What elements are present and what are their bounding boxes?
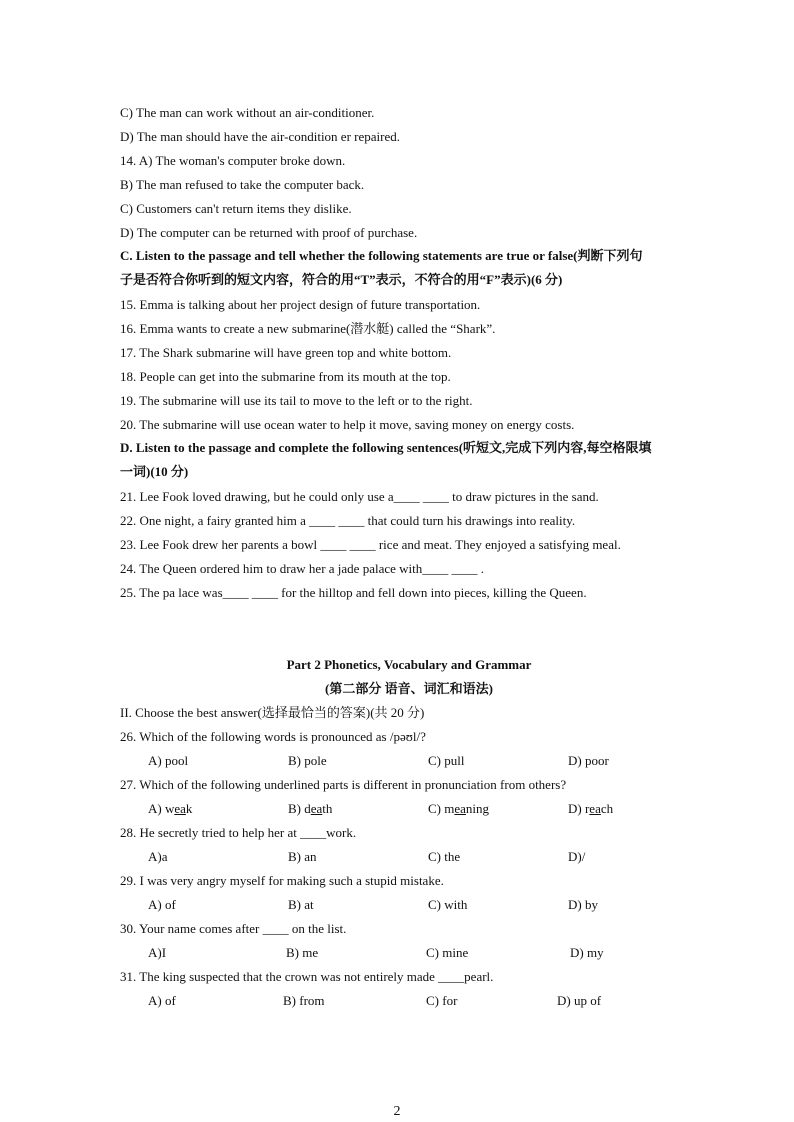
option-c: C) mine	[426, 945, 469, 960]
option-d: D) poor	[568, 753, 609, 768]
question-stem: 29. I was very angry myself for making such a stupid mistake.	[120, 873, 444, 888]
option-c: C) meaning	[428, 801, 490, 816]
statement-line: 17. The Shark submarine will have green top and white bottom.	[120, 345, 452, 360]
section-d-heading: D. Listen to the passage and complete the following sentences(听短文,完成下列内容,每空格限填	[120, 440, 652, 455]
fill-blank-line: 22. One night, a fairy granted him a ____ ____ that could turn his drawings into reality.	[120, 513, 576, 528]
option-b: B) death	[288, 801, 333, 816]
option-c: C) for	[426, 993, 458, 1008]
statement-line: 18. People can get into the submarine from its mouth at the top.	[120, 369, 451, 384]
section-c-heading-cont: 子是否符合你听到的短文内容，符合的用“T”表示，不符合的用“F”表示)(6 分)	[120, 272, 563, 287]
page-number: 2	[393, 1104, 401, 1119]
section-instruction: II. Choose the best answer(选择最恰当的答案)(共 20 分)	[120, 705, 425, 720]
option-a: A)I	[148, 945, 167, 960]
option-d: D) up of	[557, 993, 602, 1008]
question-stem: 27. Which of the following underlined parts is different in pronunciation from others?	[120, 777, 567, 792]
section-c-heading: C. Listen to the passage and tell whether the following statements are true or false(判断下列句	[120, 248, 643, 263]
statement-line: 20. The submarine will use ocean water to help it move, saving money on energy costs.	[120, 417, 575, 432]
question-line: 14. A) The woman's computer broke down.	[120, 153, 346, 168]
option-d: D) by	[568, 897, 598, 912]
option-a: A) weak	[148, 801, 193, 816]
option-a: A) of	[148, 897, 176, 912]
statement-line: 15. Emma is talking about her project design of future transportation.	[120, 297, 481, 312]
section-d-heading-cont: 一词)(10 分)	[120, 464, 189, 479]
question-stem: 30. Your name comes after ____ on the list.	[120, 921, 347, 936]
option-b: B) me	[286, 945, 319, 960]
question-stem: 31. The king suspected that the crown was not entirely made ____pearl.	[120, 969, 494, 984]
statement-line: 19. The submarine will use its tail to move to the left or to the right.	[120, 393, 473, 408]
statement-line: 16. Emma wants to create a new submarine(潜水艇) called the “Shark”.	[120, 321, 496, 336]
option-b: B) at	[288, 897, 314, 912]
fill-blank-line: 24. The Queen ordered him to draw her a jade palace with____ ____ .	[120, 561, 484, 576]
option-b: B) pole	[288, 753, 327, 768]
question-stem: 26. Which of the following words is pronounced as /pəʊl/?	[120, 729, 426, 744]
part-subtitle: (第二部分 语音、词汇和语法)	[325, 681, 493, 696]
fill-blank-line: 23. Lee Fook drew her parents a bowl ____ ____ rice and meat. They enjoyed a satisfying meal.	[120, 537, 621, 552]
option-d: D) my	[570, 945, 604, 960]
option-d: D)/	[568, 849, 586, 864]
option-c: C) the	[428, 849, 461, 864]
option-line: D) The man should have the air-condition er repaired.	[120, 129, 400, 144]
fill-blank-line: 25. The pa lace was____ ____ for the hilltop and fell down into pieces, killing the Queen.	[120, 585, 587, 600]
option-c: C) pull	[428, 753, 465, 768]
question-stem: 28. He secretly tried to help her at ____work.	[120, 825, 357, 840]
option-line: B) The man refused to take the computer back.	[120, 177, 365, 192]
option-c: C) with	[428, 897, 468, 912]
option-d: D) reach	[568, 801, 614, 816]
option-line: C) The man can work without an air-conditioner.	[120, 105, 375, 120]
option-line: C) Customers can't return items they dislike.	[120, 201, 352, 216]
option-a: A)a	[148, 849, 168, 864]
option-a: A) pool	[148, 753, 189, 768]
option-a: A) of	[148, 993, 176, 1008]
option-b: B) an	[288, 849, 317, 864]
option-line: D) The computer can be returned with proof of purchase.	[120, 225, 418, 240]
fill-blank-line: 21. Lee Fook loved drawing, but he could only use a____ ____ to draw pictures in the sand.	[120, 489, 599, 504]
part-title: Part 2 Phonetics, Vocabulary and Grammar	[286, 657, 532, 672]
option-b: B) from	[283, 993, 325, 1008]
